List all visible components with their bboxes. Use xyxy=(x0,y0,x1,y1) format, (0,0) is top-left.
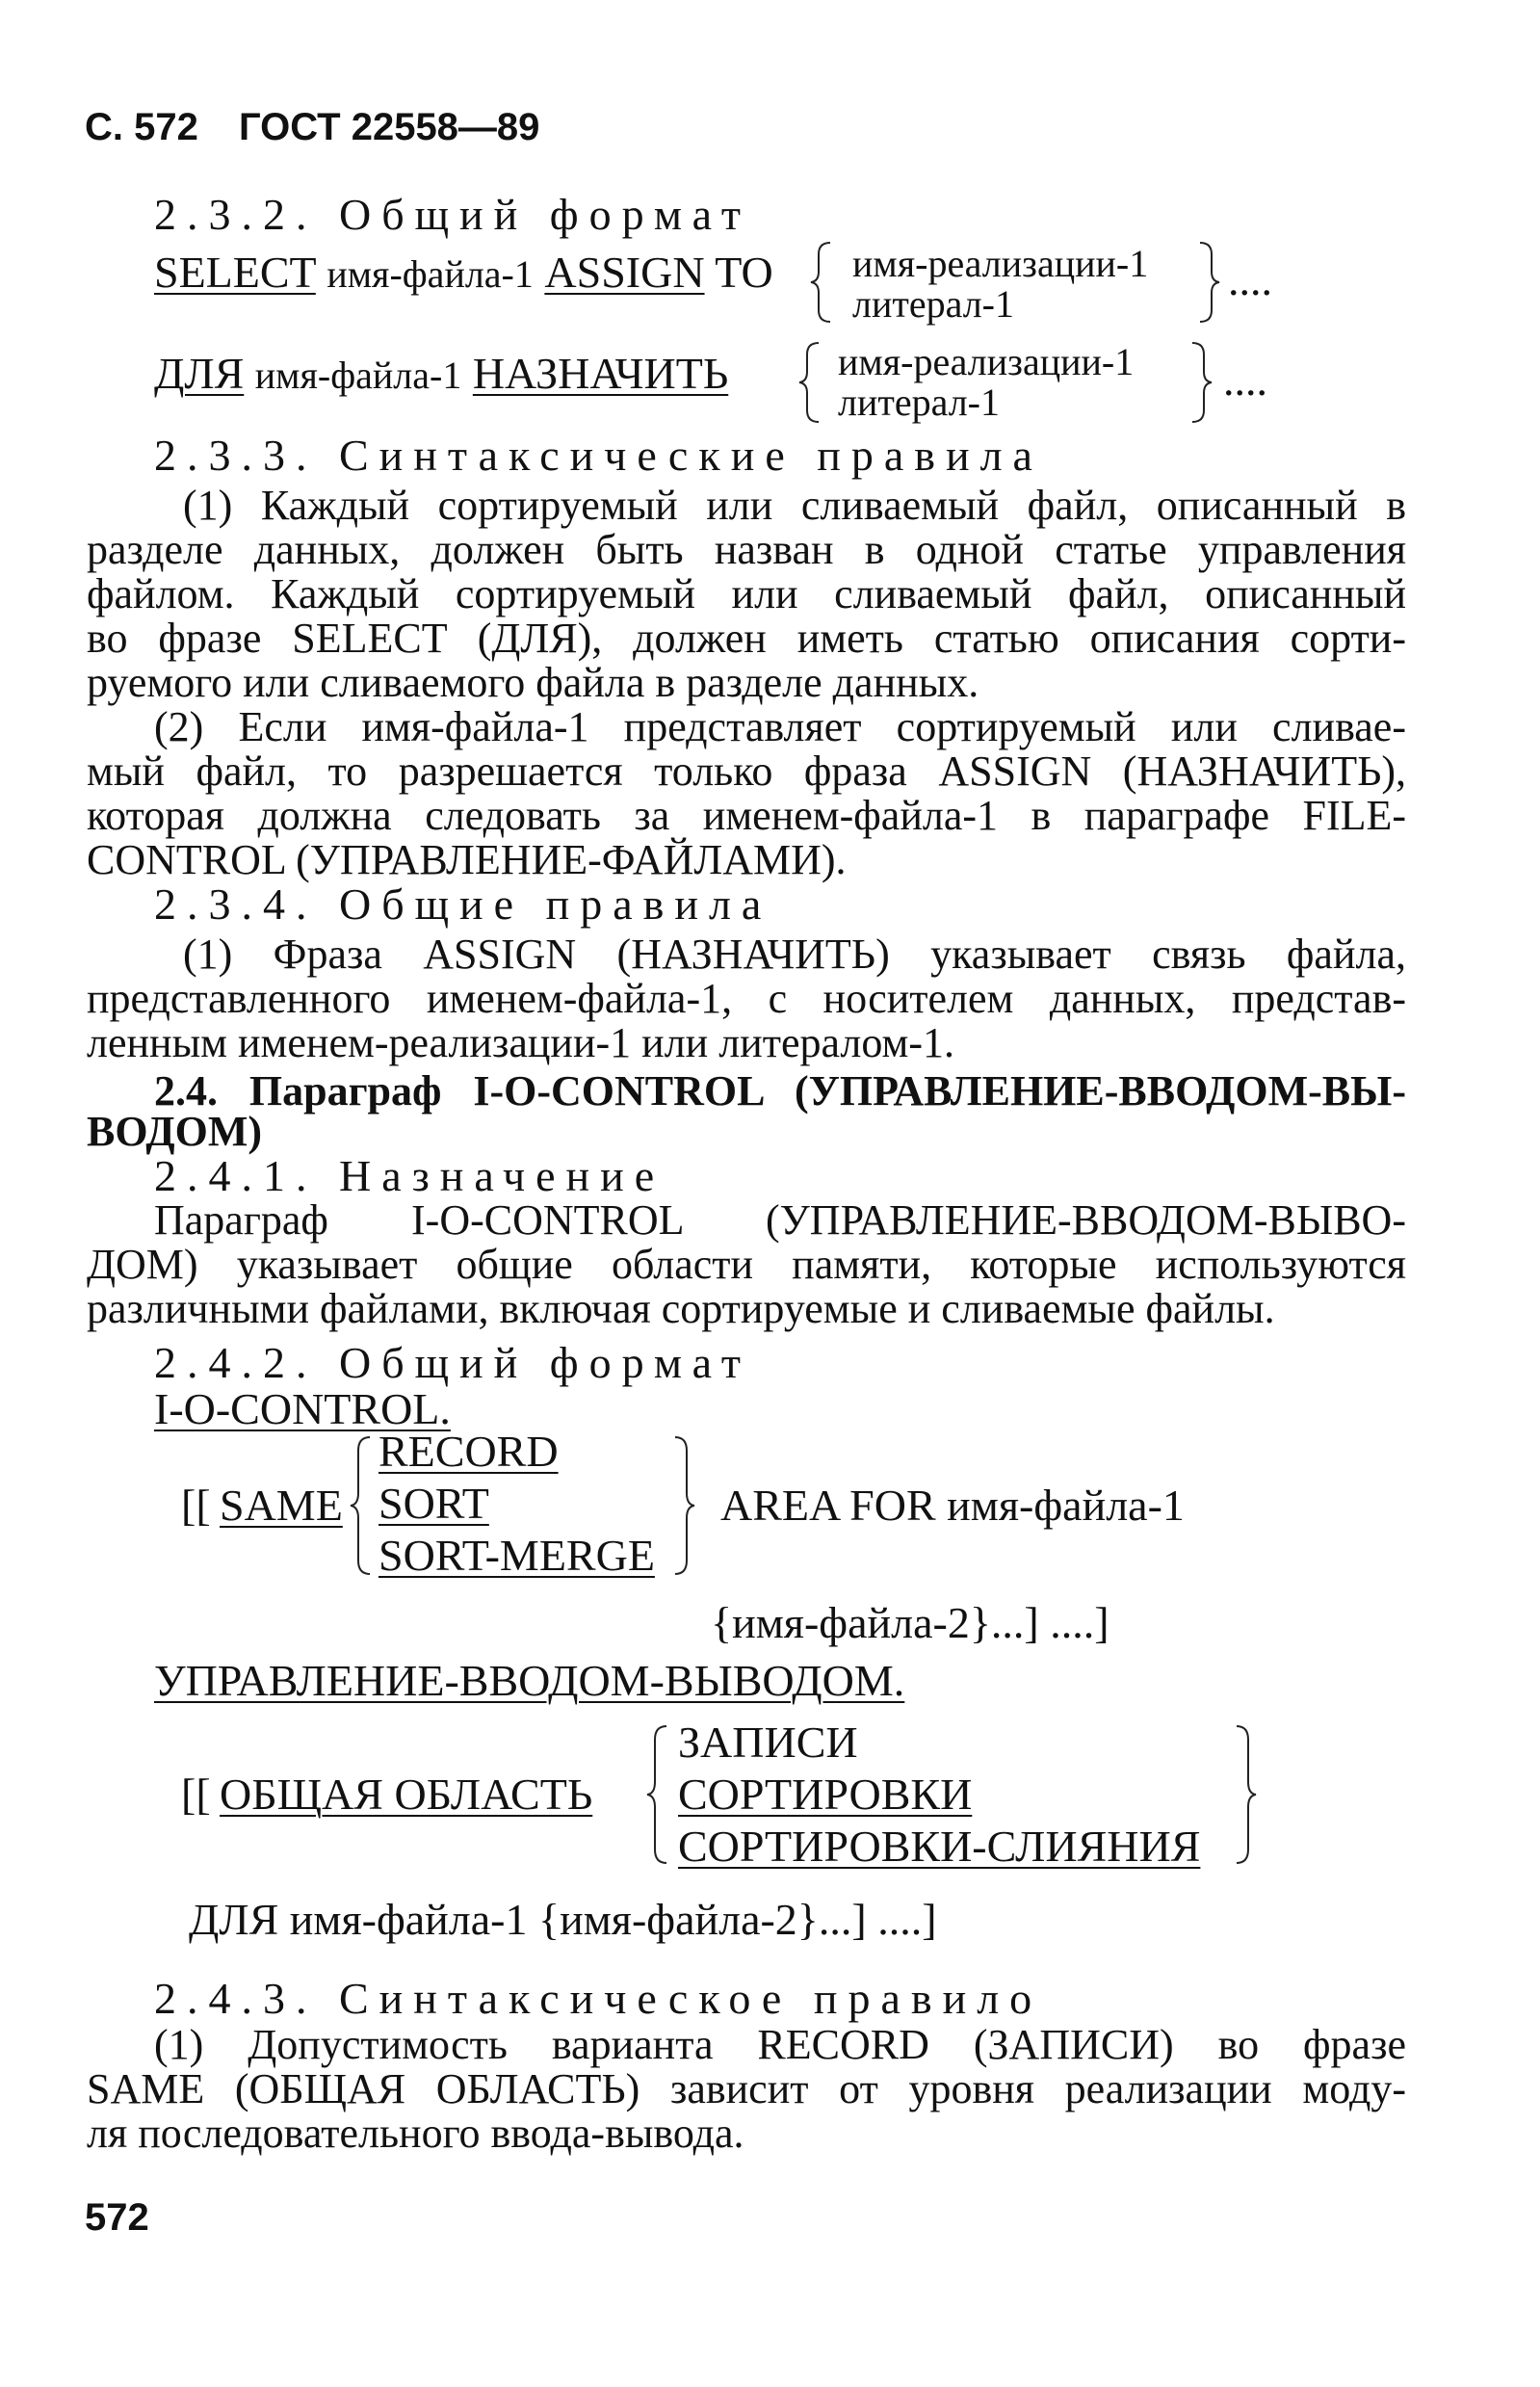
option-impl-name: имя-реализации-1 xyxy=(852,242,1149,285)
io-control-keyword: I-O-CONTROL. xyxy=(154,1384,451,1433)
section-heading-2-4-cont: ВОДОМ) xyxy=(87,1108,263,1155)
to-keyword: TO xyxy=(715,248,773,297)
paragraph-line: которая должна следовать за именем-файла-1 в параграфе FILE- xyxy=(87,792,1406,839)
section-title-2-4-3: 2.4.3. Синтаксическое правило xyxy=(154,1974,1043,2023)
page-header-number: С. 572 xyxy=(85,106,198,148)
paragraph-line: SAME (ОБЩАЯ ОБЛАСТЬ) зависит от уровня реализации моду- xyxy=(87,2065,1406,2112)
assign-keyword: ASSIGN xyxy=(544,248,705,297)
section-title-2-4-1: 2.4.1. Назначение xyxy=(154,1151,666,1200)
dlya-filename: имя-файла-1 xyxy=(254,354,462,397)
ru-option-literal: литерал-1 xyxy=(838,380,1000,424)
page-header-standard: ГОСТ 22558—89 xyxy=(239,106,540,148)
ru-open-bracket: [[ xyxy=(181,1770,211,1819)
paragraph-line: Параграф I-O-CONTROL (УПРАВЛЕНИЕ-ВВОДОМ-ВЫВО- xyxy=(154,1196,1406,1244)
naznachit-keyword: НАЗНАЧИТЬ xyxy=(472,349,729,398)
page-footer-number: 572 xyxy=(85,2196,149,2239)
section-title-2-4-2: 2.4.2. Общий формат xyxy=(154,1338,752,1387)
option-sort: SORT xyxy=(378,1479,489,1528)
paragraph-line: руемого или сливаемого файла в разделе данных. xyxy=(87,659,979,706)
left-brace-icon xyxy=(643,1722,672,1867)
section-heading-2-4: 2.4. Параграф I-O-CONTROL (УПРАВЛЕНИЕ-ВВОДОМ-ВЫ- xyxy=(154,1067,1406,1115)
continuation-line: {имя-файла-2}...] ....] xyxy=(711,1598,1109,1647)
left-brace-icon xyxy=(347,1433,376,1578)
paragraph-line: (2) Если имя-файла-1 представляет сортируемый или сливае- xyxy=(154,703,1406,750)
ellipsis: .... xyxy=(1228,255,1272,304)
format-dlya-line xyxy=(154,349,729,398)
ru-option-sortirovki-sliyaniya: СОРТИРОВКИ-СЛИЯНИЯ xyxy=(678,1822,1201,1871)
area-for-clause: AREA FOR имя-файла-1 xyxy=(720,1481,1185,1530)
ru-option-sortirovki: СОРТИРОВКИ xyxy=(678,1770,973,1819)
right-brace-icon xyxy=(1231,1722,1260,1867)
paragraph-line: различными файлами, включая сортируемые и сливаемые файлы. xyxy=(87,1285,1275,1332)
paragraph-line: разделе данных, должен быть назван в одной статье управления xyxy=(87,526,1406,573)
paragraph-line: CONTROL (УПРАВЛЕНИЕ-ФАЙЛАМИ). xyxy=(87,836,847,883)
right-brace-icon xyxy=(669,1433,698,1578)
paragraph-line: во фразе SELECT (ДЛЯ), должен иметь статью описания сорти- xyxy=(87,615,1406,662)
section-title-2-3-4: 2.3.4. Общие правила xyxy=(154,879,772,929)
select-keyword: SELECT xyxy=(154,248,316,297)
same-keyword: SAME xyxy=(220,1481,343,1530)
option-record: RECORD xyxy=(378,1427,559,1476)
section-title-2-3-3: 2.3.3. Синтаксические правила xyxy=(154,431,1043,480)
left-brace-icon xyxy=(809,239,838,326)
paragraph-line: (1) Каждый сортируемый или сливаемый файл, описанный в xyxy=(183,482,1406,529)
ru-continuation-line: ДЛЯ имя-файла-1 {имя-файла-2}...] ....] xyxy=(189,1895,937,1944)
paragraph-line: ДОМ) указывает общие области памяти, которые используются xyxy=(87,1241,1406,1288)
right-brace-icon xyxy=(1194,239,1223,326)
paragraph-line: представленного именем-файла-1, с носителем данных, представ- xyxy=(87,975,1406,1022)
ru-same-keyword: ОБЩАЯ ОБЛАСТЬ xyxy=(220,1770,593,1819)
dlya-keyword: ДЛЯ xyxy=(154,349,245,398)
paragraph-line: мый файл, то разрешается только фраза ASSIGN (НАЗНАЧИТЬ), xyxy=(87,748,1406,795)
paragraph-line: ля последовательного ввода-вывода. xyxy=(87,2110,744,2157)
ru-io-control-keyword: УПРАВЛЕНИЕ-ВВОДОМ-ВЫВОДОМ. xyxy=(154,1656,905,1705)
left-brace-icon xyxy=(797,339,826,426)
format-select-line xyxy=(154,250,773,297)
right-brace-icon xyxy=(1187,339,1215,426)
select-filename: имя-файла-1 xyxy=(326,252,534,296)
paragraph-line: (1) Фраза ASSIGN (НАЗНАЧИТЬ) указывает связь файла, xyxy=(183,931,1406,978)
option-literal: литерал-1 xyxy=(852,282,1014,326)
open-bracket: [[ xyxy=(181,1481,211,1530)
ellipsis: .... xyxy=(1223,355,1267,405)
paragraph-line: ленным именем-реализации-1 или литералом-1. xyxy=(87,1019,955,1066)
paragraph-line: файлом. Каждый сортируемый или сливаемый файл, описанный xyxy=(87,570,1406,617)
paragraph-line: (1) Допустимость варианта RECORD (ЗАПИСИ) во фразе xyxy=(154,2021,1406,2068)
section-title-2-3-2: 2.3.2. Общий формат xyxy=(154,190,752,239)
option-sort-merge: SORT-MERGE xyxy=(378,1531,655,1580)
ru-option-impl-name: имя-реализации-1 xyxy=(838,340,1135,383)
ru-option-zapisi: ЗАПИСИ xyxy=(678,1718,858,1767)
